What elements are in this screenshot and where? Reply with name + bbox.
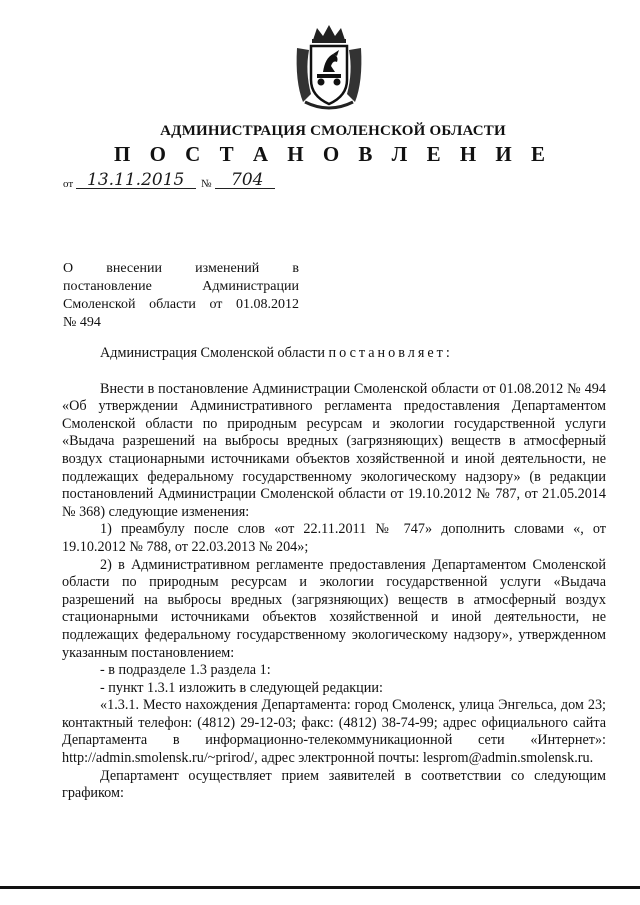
handwritten-date: 13.11.2015 bbox=[87, 170, 185, 190]
document-subject bbox=[63, 260, 299, 332]
paragraph-item-1: 1) преамбулу после слов «от 22.11.2011 № 747» дополнить словами «, от 19.10.2012 № 788, от 22.03.2013 № 204»; bbox=[62, 521, 606, 555]
organization-name: АДМИНИСТРАЦИЯ СМОЛЕНСКОЙ ОБЛАСТИ bbox=[160, 123, 506, 139]
number-prefix: № bbox=[201, 178, 212, 190]
preamble bbox=[62, 345, 606, 363]
paragraph-item-2: 2) в Административном регламенте предоставления Департаментом Смоленской области по природным ресурсам и экологии государственной услуги «Выдача разрешений на выбросы вредных (загрязняющих) веществ в атмосферный воздух стационарными источниками объектов хозяйственной и иной деятельности, не подлежащих федеральному государственному экологическому надзору», утвержденном указанным постановлением: bbox=[62, 556, 606, 661]
paragraph-dash-1: - в подразделе 1.3 раздела 1: bbox=[100, 662, 271, 679]
subject-line: О внесении изменений в bbox=[63, 261, 299, 276]
handwritten-number: 704 bbox=[231, 170, 264, 190]
bottom-scan-border bbox=[0, 886, 640, 889]
paragraph-dash-2: - пункт 1.3.1 изложить в следующей редакции: bbox=[100, 679, 383, 696]
coat-of-arms-emblem bbox=[293, 22, 365, 112]
document-type-title: П О С Т А Н О В Л Е Н И Е bbox=[113, 142, 552, 166]
paragraph-main: Внести в постановление Администрации Смоленской области от 01.08.2012 № 494 «Об утверждении Административного регламента предоставления Департаментом Смоленской области по природным ресурсам и экологии государственной услуги «Выдача разрешений на выбросы вредных (загрязняющих) веществ в атмосферный воздух стационарными источниками объектов хозяйственной и иной деятельности, не подлежащих федеральному государственному экологическому надзору» (в редакции постановлений Администрации Смоленской области от 19.10.2012 № 787, от 21.05.2014 № 368) следующие изменения: bbox=[62, 380, 606, 520]
paragraph-quote: «1.3.1. Место нахождения Департамента: город Смоленск, улица Энгельса, дом 23; контактный телефон: (4812) 29-12-03; факс: (4812) 38-74-99; адрес официального сайта Департамента в информационно-телекоммуникационной сети «Интернет»: http://admin.smolensk.ru/~prirod/, адрес электронной почты: lesprom@admin.smolensk.ru. bbox=[62, 697, 606, 767]
subject-line: № 494 bbox=[63, 315, 101, 330]
paragraph-schedule: Департамент осуществляет прием заявителей в соответствии со следующим графиком: bbox=[62, 767, 606, 802]
date-number-line bbox=[63, 172, 293, 192]
preamble-keyword: постановляет: bbox=[328, 345, 453, 361]
date-prefix: от bbox=[63, 178, 74, 190]
subject-line: Смоленской области от 01.08.2012 bbox=[63, 297, 299, 312]
document-body bbox=[62, 345, 606, 803]
preamble-text: Администрация Смоленской области bbox=[100, 345, 329, 361]
subject-line: постановление Администрации bbox=[63, 279, 299, 294]
